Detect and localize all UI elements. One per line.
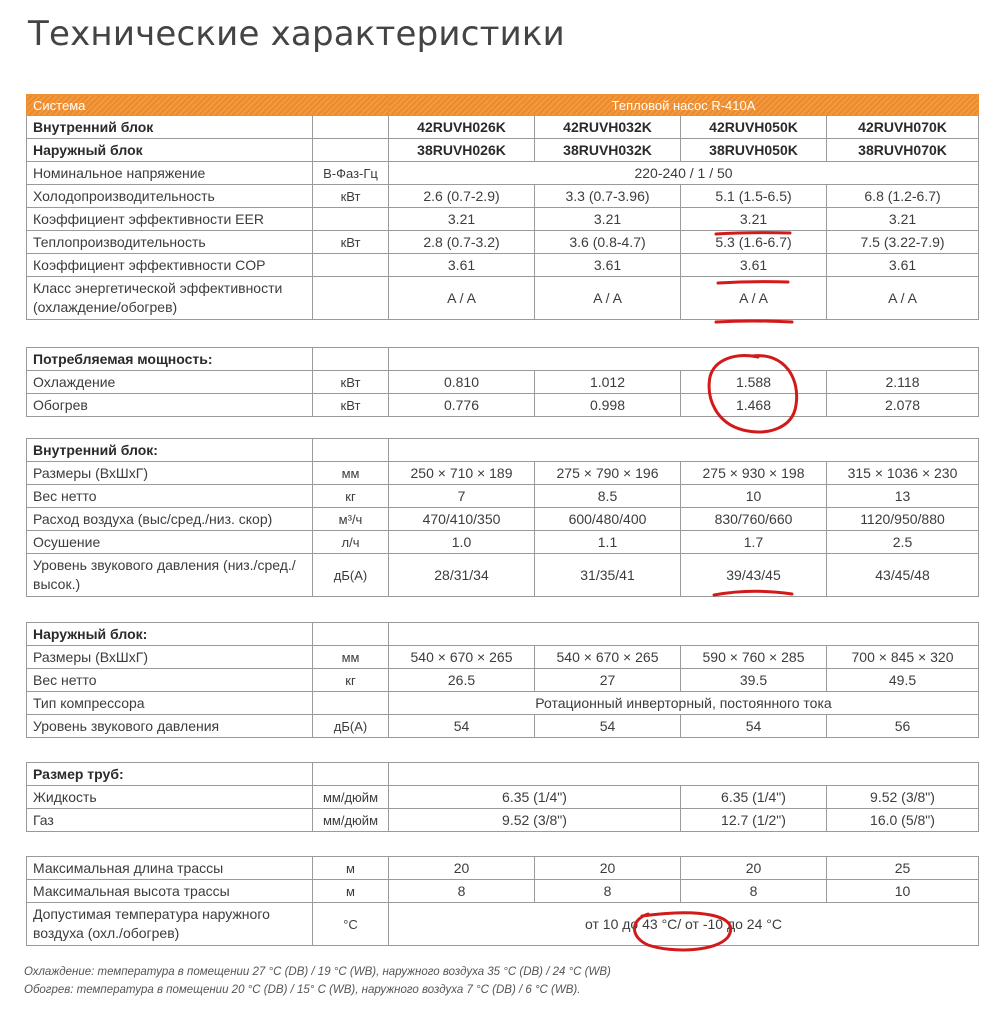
- row-unit: м: [313, 880, 389, 903]
- indoor-model: 42RUVH026K: [389, 116, 535, 139]
- table-row: [27, 139, 979, 162]
- row-label: Максимальная высота трассы: [27, 880, 313, 903]
- cell-value: 54: [535, 715, 681, 738]
- cell-value: 3.6 (0.8-4.7): [535, 231, 681, 254]
- section-header: [27, 439, 979, 462]
- row-label: Уровень звукового давления (низ./сред./высок.): [27, 554, 313, 597]
- spec-table-outdoor: [26, 622, 979, 738]
- table-row: [27, 485, 979, 508]
- cell-value: 39.5: [681, 669, 827, 692]
- outdoor-model: 38RUVH070K: [827, 139, 979, 162]
- cell-value: 8: [681, 880, 827, 903]
- indoor-model: 42RUVH032K: [535, 116, 681, 139]
- cell-value: 1.468: [681, 394, 827, 417]
- section-header: [27, 348, 979, 371]
- cell-value: 590 × 760 × 285: [681, 646, 827, 669]
- row-unit: дБ(А): [313, 715, 389, 738]
- table-row: [27, 786, 979, 809]
- row-unit: м: [313, 857, 389, 880]
- cell-value: 39/43/45: [681, 554, 827, 597]
- row-label: Коэффициент эффективности EER: [27, 208, 313, 231]
- cell-value: 16.0 (5/8"): [827, 809, 979, 832]
- cell-value: 3.21: [535, 208, 681, 231]
- cell-value: 3.21: [681, 208, 827, 231]
- row-unit: [313, 254, 389, 277]
- row-label: Номинальное напряжение: [27, 162, 313, 185]
- outdoor-model: 38RUVH032K: [535, 139, 681, 162]
- table-row: [27, 116, 979, 139]
- underline-energy-class-mark: [716, 321, 792, 322]
- table-row: [27, 880, 979, 903]
- cell-value: 1.7: [681, 531, 827, 554]
- row-unit: мм: [313, 462, 389, 485]
- cell-value: 3.21: [827, 208, 979, 231]
- table-row: [27, 231, 979, 254]
- cell-value: 1.0: [389, 531, 535, 554]
- row-label: Осушение: [27, 531, 313, 554]
- cell-value: Ротационный инверторный, постоянного тока: [389, 692, 979, 715]
- row-label: Допустимая температура наружного воздуха (охл./обогрев): [27, 903, 313, 946]
- cell-value: 25: [827, 857, 979, 880]
- section-title: Потребляемая мощность:: [27, 348, 313, 371]
- cell-value: 27: [535, 669, 681, 692]
- table-row: [27, 394, 979, 417]
- table-row: [27, 254, 979, 277]
- cell-value: 5.3 (1.6-6.7): [681, 231, 827, 254]
- table-row: [27, 185, 979, 208]
- row-label: Размеры (ВхШхГ): [27, 646, 313, 669]
- cell-value: 0.810: [389, 371, 535, 394]
- cell-value: 13: [827, 485, 979, 508]
- cell-value: 3.3 (0.7-3.96): [535, 185, 681, 208]
- cell-value: 250 × 710 × 189: [389, 462, 535, 485]
- table-row: [27, 531, 979, 554]
- cell-value: 3.21: [389, 208, 535, 231]
- outdoor-model-label: Наружный блок: [27, 139, 313, 162]
- cell-value: 8.5: [535, 485, 681, 508]
- cell-value: 10: [681, 485, 827, 508]
- cell-value: 600/480/400: [535, 508, 681, 531]
- cell-value: 1.1: [535, 531, 681, 554]
- cell-value: 3.61: [827, 254, 979, 277]
- cell-value: 9.52 (3/8"): [827, 786, 979, 809]
- cell-value: 1120/950/880: [827, 508, 979, 531]
- spec-table-power: [26, 347, 979, 417]
- indoor-model: 42RUVH050K: [681, 116, 827, 139]
- row-label: Обогрев: [27, 394, 313, 417]
- cell-value: 28/31/34: [389, 554, 535, 597]
- row-unit: л/ч: [313, 531, 389, 554]
- spec-table-limits: [26, 856, 979, 946]
- cell-value: 275 × 930 × 198: [681, 462, 827, 485]
- row-unit: м³/ч: [313, 508, 389, 531]
- cell-value: A / A: [681, 277, 827, 320]
- spec-table-general: [26, 94, 979, 320]
- section-header: [27, 623, 979, 646]
- cell-value: 31/35/41: [535, 554, 681, 597]
- footnote-cooling: Охлаждение: температура в помещении 27 °С (DB) / 19 °С (WB), наружного воздуха 35 °С (DB) / 24 °С (WB): [24, 966, 611, 978]
- cell-value: 54: [681, 715, 827, 738]
- outdoor-model: 38RUVH050K: [681, 139, 827, 162]
- footnote-heating: Обогрев: температура в помещении 20 °С (DB) / 15° С (WB), наружного воздуха 7 °С (DB) / 6 °С (WB).: [24, 984, 581, 996]
- row-label: Вес нетто: [27, 669, 313, 692]
- row-label: Тип компрессора: [27, 692, 313, 715]
- table-row: [27, 508, 979, 531]
- row-unit: мм: [313, 646, 389, 669]
- row-label: Газ: [27, 809, 313, 832]
- cell-value: 0.776: [389, 394, 535, 417]
- cell-value: 20: [681, 857, 827, 880]
- row-unit: В-Фаз-Гц: [313, 162, 389, 185]
- row-unit: кВт: [313, 231, 389, 254]
- row-unit: кВт: [313, 371, 389, 394]
- row-label: Вес нетто: [27, 485, 313, 508]
- cell-value: 56: [827, 715, 979, 738]
- cell-value: A / A: [827, 277, 979, 320]
- row-label: Холодопроизводительность: [27, 185, 313, 208]
- row-unit: °С: [313, 903, 389, 946]
- table-row: [27, 554, 979, 597]
- cell-value: A / A: [535, 277, 681, 320]
- indoor-model: 42RUVH070K: [827, 116, 979, 139]
- row-unit: дБ(А): [313, 554, 389, 597]
- cell-value: 7.5 (3.22-7.9): [827, 231, 979, 254]
- spec-table-pipes: [26, 762, 979, 832]
- system-value: Тепловой насос R-410A: [389, 95, 979, 116]
- table-row: [27, 208, 979, 231]
- row-label: Теплопроизводительность: [27, 231, 313, 254]
- row-unit: мм/дюйм: [313, 809, 389, 832]
- row-label: Жидкость: [27, 786, 313, 809]
- cell-value: 54: [389, 715, 535, 738]
- row-label: Охлаждение: [27, 371, 313, 394]
- cell-value: A / A: [389, 277, 535, 320]
- cell-value: 6.35 (1/4"): [389, 786, 681, 809]
- cell-value: 5.1 (1.5-6.5): [681, 185, 827, 208]
- row-label: Расход воздуха (выс/сред./низ. скор): [27, 508, 313, 531]
- row-label: Класс энергетической эффективности (охлаждение/обогрев): [27, 277, 313, 320]
- row-label: Уровень звукового давления: [27, 715, 313, 738]
- cell-value: 6.35 (1/4"): [681, 786, 827, 809]
- cell-value: 9.52 (3/8"): [389, 809, 681, 832]
- cell-value: 3.61: [535, 254, 681, 277]
- table-row: [27, 903, 979, 946]
- row-label: Размеры (ВхШхГ): [27, 462, 313, 485]
- cell-value: 6.8 (1.2-6.7): [827, 185, 979, 208]
- cell-value: 540 × 670 × 265: [389, 646, 535, 669]
- cell-value: 2.118: [827, 371, 979, 394]
- table-row: [27, 371, 979, 394]
- cell-value: 8: [535, 880, 681, 903]
- row-label: Максимальная длина трассы: [27, 857, 313, 880]
- cell-value: 10: [827, 880, 979, 903]
- indoor-model-label: Внутренний блок: [27, 116, 313, 139]
- row-unit: [313, 277, 389, 320]
- spec-table-indoor: [26, 438, 979, 597]
- cell-value: 2.078: [827, 394, 979, 417]
- row-unit: кВт: [313, 394, 389, 417]
- cell-value: 1.012: [535, 371, 681, 394]
- cell-value: от 10 до 43 °С/ от -10 до 24 °С: [389, 903, 979, 946]
- cell-value: 315 × 1036 × 230: [827, 462, 979, 485]
- system-label: Система: [27, 95, 389, 116]
- cell-value: 1.588: [681, 371, 827, 394]
- table-row: [27, 857, 979, 880]
- cell-value: 20: [535, 857, 681, 880]
- table-row: [27, 277, 979, 320]
- row-unit: мм/дюйм: [313, 786, 389, 809]
- table-row: [27, 669, 979, 692]
- cell-value: 20: [389, 857, 535, 880]
- cell-value: 12.7 (1/2"): [681, 809, 827, 832]
- cell-value: 220-240 / 1 / 50: [389, 162, 979, 185]
- cell-value: 8: [389, 880, 535, 903]
- table-row: [27, 809, 979, 832]
- table-row: [27, 646, 979, 669]
- section-title: Внутренний блок:: [27, 439, 313, 462]
- cell-value: 2.6 (0.7-2.9): [389, 185, 535, 208]
- cell-value: 540 × 670 × 265: [535, 646, 681, 669]
- cell-value: 3.61: [389, 254, 535, 277]
- row-label: Коэффициент эффективности COP: [27, 254, 313, 277]
- table-row: [27, 715, 979, 738]
- cell-value: 275 × 790 × 196: [535, 462, 681, 485]
- row-unit: [313, 208, 389, 231]
- row-unit: кг: [313, 485, 389, 508]
- cell-value: 26.5: [389, 669, 535, 692]
- table-row: [27, 162, 979, 185]
- table-row: [27, 692, 979, 715]
- cell-value: 0.998: [535, 394, 681, 417]
- cell-value: 830/760/660: [681, 508, 827, 531]
- cell-value: 2.5: [827, 531, 979, 554]
- outdoor-model: 38RUVH026K: [389, 139, 535, 162]
- table-row: [27, 462, 979, 485]
- table-header-row: [27, 95, 979, 116]
- section-header: [27, 763, 979, 786]
- section-title: Наружный блок:: [27, 623, 313, 646]
- page-title: Технические характеристики: [28, 14, 565, 54]
- row-unit: кВт: [313, 185, 389, 208]
- cell-value: 49.5: [827, 669, 979, 692]
- cell-value: 7: [389, 485, 535, 508]
- cell-value: 700 × 845 × 320: [827, 646, 979, 669]
- cell-value: 2.8 (0.7-3.2): [389, 231, 535, 254]
- cell-value: 43/45/48: [827, 554, 979, 597]
- row-unit: [313, 692, 389, 715]
- section-title: Размер труб:: [27, 763, 313, 786]
- cell-value: 470/410/350: [389, 508, 535, 531]
- row-unit: кг: [313, 669, 389, 692]
- cell-value: 3.61: [681, 254, 827, 277]
